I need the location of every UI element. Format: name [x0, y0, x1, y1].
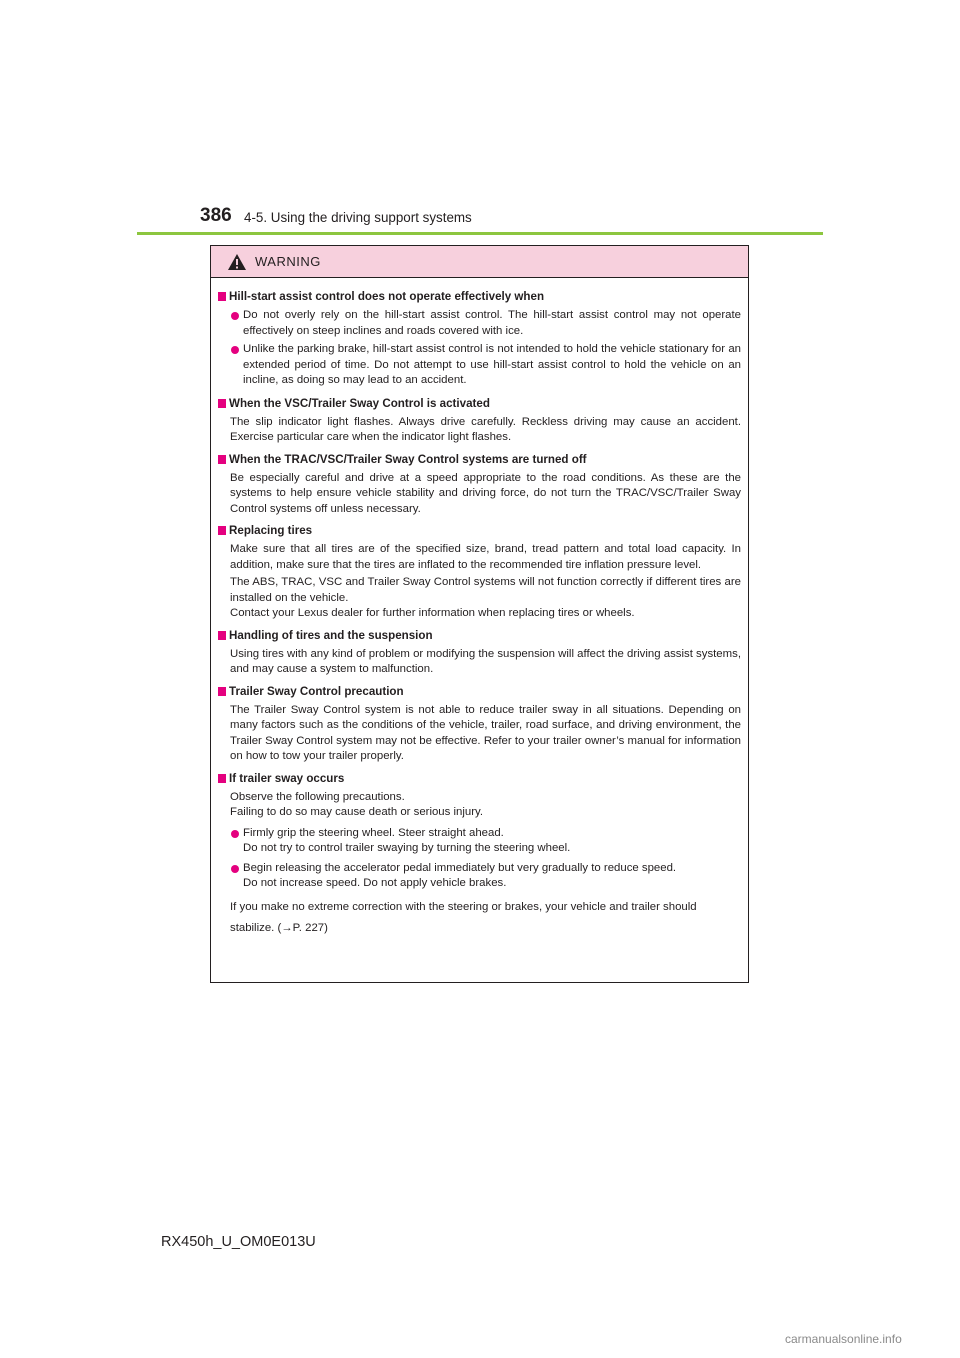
- bullet-item: Do not overly rely on the hill-start assist control. The hill-start assist control may not operate effectively on steep inclines and roads covered with ice.: [243, 308, 741, 339]
- bullet-item: Begin releasing the accelerator pedal immediately but very gradually to reduce speed. Do not increase speed. Do not apply vehicle brakes.: [243, 861, 741, 892]
- section-heading: When the TRAC/VSC/Trailer Sway Control systems are turned off: [211, 453, 748, 467]
- bullet-item: Firmly grip the steering wheel. Steer straight ahead. Do not try to control trailer swaying by turning the steering wheel.: [243, 826, 741, 857]
- paragraph: The slip indicator light flashes. Always drive carefully. Reckless driving may cause an accident. Exercise particular care when the indicator light flashes.: [230, 415, 741, 443]
- paragraph: If you make no extreme correction with the steering or brakes, your vehicle and trailer should stabilize. (→P. 227): [230, 900, 697, 934]
- circle-bullet-icon: [231, 865, 239, 873]
- square-icon: [218, 399, 226, 408]
- circle-bullet-icon: [231, 312, 239, 320]
- paragraph: Observe the following precautions.: [230, 790, 405, 803]
- model-code: RX450h_U_OM0E013U: [161, 1234, 316, 1250]
- paragraph: Be especially careful and drive at a speed appropriate to the road conditions. As these are the systems to help ensure vehicle stability and driving force, do not turn the TRAC/VSC/Trailer Sway Control systems off unless necessary.: [230, 471, 741, 515]
- section-heading: Hill-start assist control does not operate effectively when: [211, 290, 748, 304]
- section-heading: Trailer Sway Control precaution: [211, 685, 748, 699]
- square-icon: [218, 687, 226, 696]
- watermark: carmanualsonline.info: [785, 1332, 902, 1346]
- section-heading: When the VSC/Trailer Sway Control is activated: [211, 397, 748, 411]
- paragraph: The Trailer Sway Control system is not able to reduce trailer sway in all situations. Depending on many factors such as the conditions of the vehicle, trailer, road surface, and driving environment, the Trailer Sway Control system may not be effective. Refer to your trailer owner’s manual for information on how to tow your trailer properly.: [230, 703, 741, 762]
- paragraph: Make sure that all tires are of the specified size, brand, tread pattern and total load capacity. In addition, make sure that the tires are inflated to the recommended tire inflation pressure level.: [230, 543, 741, 571]
- circle-bullet-icon: [231, 346, 239, 354]
- warning-content: [211, 290, 748, 941]
- page-header: [200, 203, 822, 233]
- section-title: 4-5. Using the driving support systems: [244, 210, 472, 225]
- paragraph: The ABS, TRAC, VSC and Trailer Sway Control systems will not function correctly if different tires are installed on the vehicle.: [230, 576, 741, 604]
- page-number: 386: [200, 205, 232, 226]
- section-heading: If trailer sway occurs: [211, 772, 748, 786]
- section-heading: Replacing tires: [211, 524, 748, 538]
- square-icon: [218, 774, 226, 783]
- warning-triangle-icon: [227, 253, 247, 271]
- section-heading: Handling of tires and the suspension: [211, 629, 748, 643]
- square-icon: [218, 526, 226, 535]
- square-icon: [218, 631, 226, 640]
- header-rule: [137, 232, 823, 235]
- warning-header: [211, 246, 748, 278]
- paragraph: Failing to do so may cause death or serious injury.: [230, 806, 484, 818]
- circle-bullet-icon: [231, 830, 239, 838]
- warning-title: WARNING: [255, 254, 321, 269]
- bullet-item: Unlike the parking brake, hill-start assist control is not intended to hold the vehicle stationary for an extended period of time. Do not attempt to use hill-start assist control to hold the vehicle on an incline, as doing so may lead to an accident.: [243, 342, 741, 389]
- square-icon: [218, 455, 226, 464]
- paragraph: Contact your Lexus dealer for further information when replacing tires or wheels.: [230, 607, 635, 619]
- paragraph: Using tires with any kind of problem or modifying the suspension will affect the driving assist systems, and may cause a system to malfunction.: [230, 647, 741, 675]
- square-icon: [218, 292, 226, 301]
- warning-box: [210, 245, 749, 983]
